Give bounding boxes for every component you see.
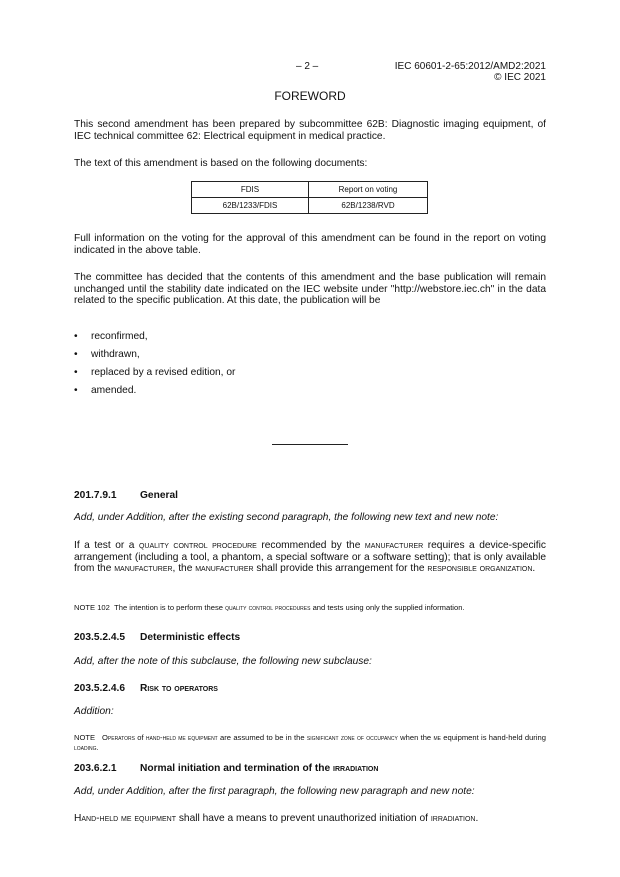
voting-table: [191, 181, 428, 214]
list-item: • reconfirmed,: [74, 331, 148, 342]
bullet-icon: •: [74, 367, 78, 378]
table-cell: 62B/1233/FDIS: [192, 198, 309, 214]
subclause-heading-203-6-2-1: 203.6.2.1 Normal initiation and termination of the irradiation: [74, 763, 379, 774]
note-102: NOTE 102 The intention is to perform these quality control procedures and tests using only the supplied information.: [74, 603, 465, 612]
subclause-heading-203-5-2-4-5: 203.5.2.4.5 Deterministic effects: [74, 632, 241, 643]
amendment-instruction: Add, under Addition, after the first paragraph, the following new paragraph and new note:: [74, 786, 475, 797]
table-header-cell: FDIS: [192, 182, 309, 198]
section-divider: [272, 444, 348, 445]
body-paragraph: If a test or a quality control procedure recommended by the manufacturer requires a device-specific arrangement (including a tool, a phantom, a special software or a software setting); that is only available from the manufacturer, the manufacturer shall provide this arrangement for the responsible organization.: [74, 540, 546, 574]
table-cell: 62B/1238/RVD: [309, 198, 428, 214]
copyright: © IEC 2021: [494, 72, 546, 83]
table-row: [192, 198, 428, 214]
document-id: IEC 60601-2-65:2012/AMD2:2021: [394, 61, 546, 72]
table-header-row: [192, 182, 428, 198]
subclause-heading-201-7-9-1: 201.7.9.1 General: [74, 490, 178, 501]
voting-info-paragraph: Full information on the voting for the approval of this amendment can be found in the report on voting indicated in the above table.: [74, 233, 546, 256]
intro-paragraph-2: The text of this amendment is based on the following documents:: [74, 158, 368, 169]
bullet-icon: •: [74, 331, 78, 342]
stability-paragraph: The committee has decided that the contents of this amendment and the base publication will remain unchanged until the stability date indicated on the IEC website under "http://webstore.iec.ch" in the data related to the specific publication. At this date, the publication will be: [74, 272, 546, 306]
bullet-icon: •: [74, 385, 78, 396]
amendment-instruction: Add, under Addition, after the existing second paragraph, the following new text and new note:: [74, 512, 499, 523]
list-item: • withdrawn,: [74, 349, 140, 360]
intro-paragraph-1: This second amendment has been prepared by subcommittee 62B: Diagnostic imaging equipment, of IEC technical committee 62: Electrical equipment in medical practice.: [74, 119, 546, 142]
bullet-icon: •: [74, 349, 78, 360]
list-item: • amended.: [74, 385, 137, 396]
amendment-instruction: Addition:: [74, 706, 114, 717]
amendment-instruction: Add, after the note of this subclause, the following new subclause:: [74, 656, 372, 667]
table-header-cell: Report on voting: [309, 182, 428, 198]
list-item: • replaced by a revised edition, or: [74, 367, 236, 378]
subclause-heading-203-5-2-4-6: 203.5.2.4.6 Risk to operators: [74, 683, 218, 694]
page-title: FOREWORD: [274, 89, 346, 103]
note: NOTE Operators of hand-held me equipment are assumed to be in the significant zone of occupancy when the me equipment is hand-held during loading.: [74, 733, 546, 752]
body-paragraph: Hand-held me equipment shall have a means to prevent unauthorized initiation of irradiation.: [74, 813, 479, 824]
page-number: – 2 –: [296, 61, 319, 72]
